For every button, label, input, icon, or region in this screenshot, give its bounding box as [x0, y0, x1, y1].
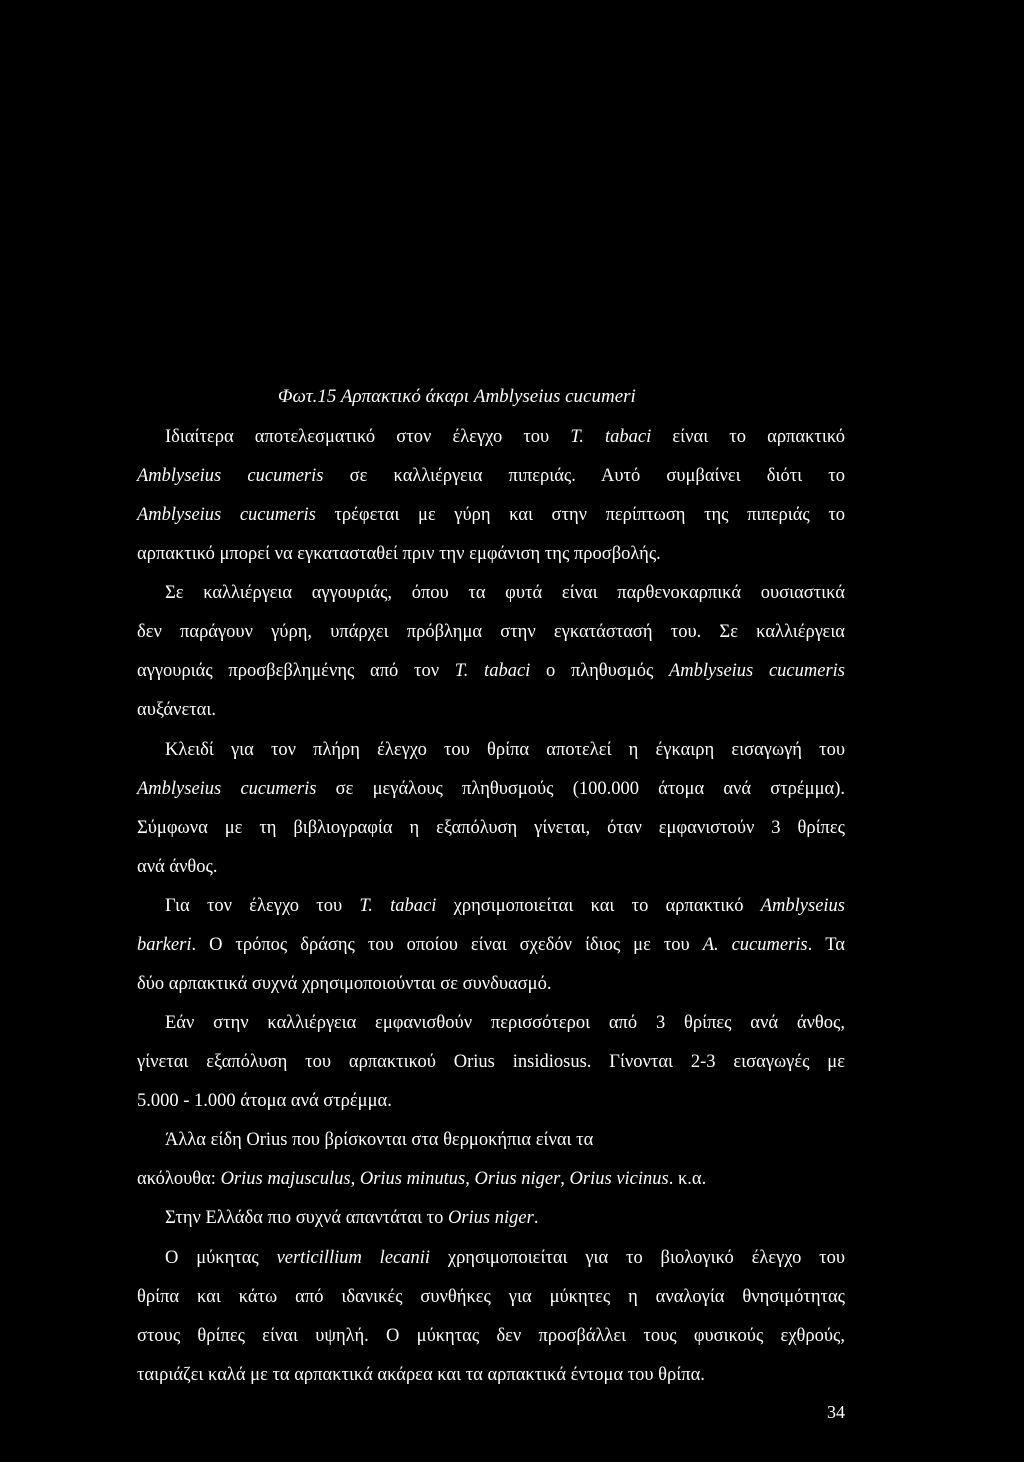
text-line	[165, 580, 845, 606]
text-run: Σε καλλιέργεια αγγουριάς, όπου τα φυτά είναι παρθενοκαρπικά ουσιαστικά	[165, 583, 845, 603]
italic-term: Amblyseius	[760, 896, 845, 916]
page-number: 34	[827, 1402, 845, 1422]
text-line	[137, 619, 845, 645]
text-run: 5.000 - 1.000 άτομα ανά στρέμμα.	[137, 1091, 392, 1111]
text-run: αρπακτικό μπορεί να εγκατασταθεί πριν την εμφάνιση της προσβολής.	[137, 544, 661, 564]
italic-term: Orius niger	[447, 1208, 534, 1228]
text-run: ακόλουθα:	[137, 1169, 221, 1189]
text-run: θρίπα και κάτω από ιδανικές συνθήκες για μύκητες η αναλογία θνησιμότητας	[137, 1287, 845, 1307]
text-line	[165, 1010, 845, 1036]
text-run: αγγουριάς προσβεβλημένης από τον	[137, 661, 455, 681]
italic-term: Τ. tabaci	[570, 427, 652, 447]
text-line	[137, 815, 845, 841]
text-run: ,	[465, 1169, 475, 1189]
italic-term: Amblyseius cucumeris	[137, 505, 316, 525]
text-line	[137, 776, 845, 802]
italic-term: Amblyseius cucumeris	[137, 779, 317, 799]
italic-term: Amblyseius cucumeris	[137, 466, 324, 486]
text-run: . κ.α.	[668, 1169, 707, 1189]
text-line	[137, 658, 845, 684]
text-run: δύο αρπακτικά συχνά χρησιμοποιούνται σε συνδυασμό.	[137, 974, 552, 994]
italic-term: Orius niger	[474, 1169, 561, 1189]
photo-area	[0, 0, 1024, 370]
text-run: χρησιμοποιείται και το αρπακτικό	[436, 896, 761, 916]
italic-term: Orius minutus	[359, 1169, 466, 1189]
caption-text: Φωτ.15 Αρπακτικό άκαρι Amblyseius cucumeri	[278, 386, 636, 407]
text-run: Για τον έλεγχο του	[165, 896, 360, 916]
text-line	[137, 1362, 845, 1388]
text-line	[137, 502, 845, 528]
text-run: Ο μύκητας	[165, 1248, 277, 1268]
text-run: ανά άνθος.	[137, 857, 218, 877]
text-run: .	[533, 1208, 539, 1228]
italic-term: verticillium lecanii	[276, 1248, 431, 1268]
italic-term: barkeri	[137, 935, 192, 955]
italic-term: Orius majusculus	[220, 1169, 351, 1189]
text-line	[137, 932, 845, 958]
text-run: αυξάνεται.	[137, 700, 216, 720]
text-run: είναι το αρπακτικό	[651, 427, 845, 447]
text-run: ,	[560, 1169, 570, 1189]
text-run: Κλειδί για τον πλήρη έλεγχο του θρίπα αποτελεί η έγκαιρη εισαγωγή του	[165, 740, 845, 760]
text-run: ο πληθυσμός	[530, 661, 669, 681]
italic-term: Orius vicinus	[569, 1169, 669, 1189]
text-run: . Τα	[807, 935, 845, 955]
text-run: τρέφεται με γύρη και στην περίπτωση της πιπεριάς το	[315, 505, 846, 525]
text-run: ταιριάζει καλά με τα αρπακτικά ακάρεα και τα αρπακτικά έντομα του θρίπα.	[137, 1365, 705, 1385]
text-run: στους θρίπες είναι υψηλή. Ο μύκητας δεν προσβάλλει τους φυσικούς εχθρούς,	[137, 1326, 845, 1346]
text-run: δεν παράγουν γύρη, υπάρχει πρόβλημα στην εγκατάστασή του. Σε καλλιέργεια	[137, 622, 845, 642]
text-run: Άλλα είδη Orius που βρίσκονται στα θερμοκήπια είναι τα	[165, 1130, 594, 1150]
text-run: Εάν στην καλλιέργεια εμφανισθούν περισσότεροι από 3 θρίπες ανά άνθος,	[165, 1013, 845, 1033]
italic-term: Τ. tabaci	[454, 661, 531, 681]
text-line	[137, 1284, 845, 1310]
text-line	[165, 424, 845, 450]
text-line	[165, 1245, 845, 1271]
text-run: χρησιμοποιείται για το βιολογικό έλεγχο του	[430, 1248, 845, 1268]
text-run: σε καλλιέργεια πιπεριάς. Αυτό συμβαίνει διότι το	[323, 466, 845, 486]
text-run: γίνεται εξαπόλυση του αρπακτικού Orius insidiosus. Γίνονται 2-3 εισαγωγές με	[137, 1052, 845, 1072]
text-line	[165, 1127, 845, 1153]
text-line	[137, 971, 845, 997]
text-run: Στην Ελλάδα πιο συχνά απαντάται το	[165, 1208, 448, 1228]
text-run: σε μεγάλους πληθυσμούς (100.000 άτομα ανά στρέμμα).	[316, 779, 846, 799]
photo-caption	[278, 384, 898, 410]
text-line	[137, 1323, 845, 1349]
text-line	[137, 1088, 845, 1114]
text-line	[165, 893, 845, 919]
text-run: . Ο τρόπος δράσης του οποίου είναι σχεδόν ίδιος με του	[191, 935, 703, 955]
italic-term: Α. cucumeris	[702, 935, 808, 955]
italic-term: Τ. tabaci	[359, 896, 437, 916]
text-line	[137, 1049, 845, 1075]
text-line	[137, 854, 845, 880]
text-line	[165, 737, 845, 763]
text-run: Ιδιαίτερα αποτελεσματικό στον έλεγχο του	[165, 427, 571, 447]
text-line	[137, 1166, 845, 1192]
text-line	[137, 541, 845, 567]
text-run: ,	[350, 1169, 360, 1189]
italic-term: Amblyseius cucumeris	[669, 661, 846, 681]
text-run: Σύμφωνα με τη βιβλιογραφία η εξαπόλυση γίνεται, όταν εμφανιστούν 3 θρίπες	[137, 818, 845, 838]
text-line	[137, 697, 845, 723]
text-line	[165, 1205, 845, 1231]
text-line	[137, 463, 845, 489]
